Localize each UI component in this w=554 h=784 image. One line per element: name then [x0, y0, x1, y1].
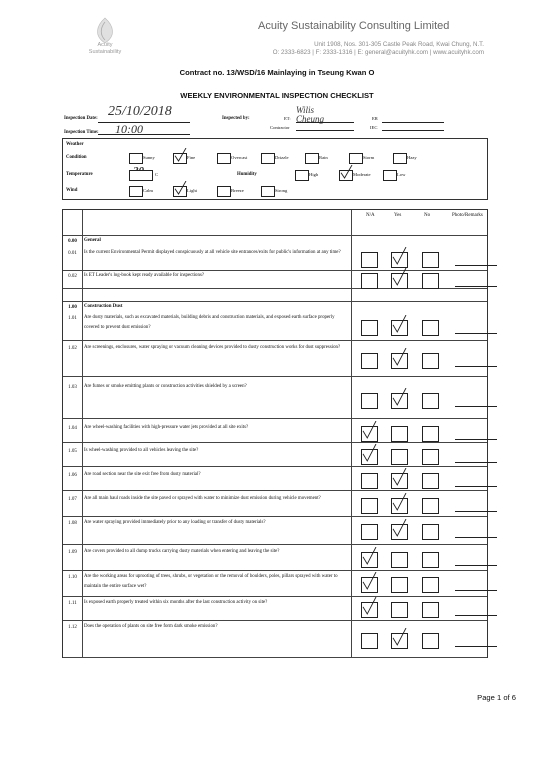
- question-text: Is wheel-washing provided to all vehicles leaving the site?: [84, 448, 199, 453]
- inspection-date-value[interactable]: 25/10/2018: [108, 104, 172, 119]
- answer-yes-checkbox[interactable]: [391, 393, 408, 409]
- col-na-header: N/A: [366, 213, 375, 218]
- row-divider: [63, 340, 487, 341]
- answer-yes-checkbox[interactable]: [391, 577, 408, 593]
- answer-no-checkbox[interactable]: [422, 273, 439, 289]
- inspection-time-label: Inspection Time:: [64, 130, 99, 135]
- col-no-header: No: [424, 213, 431, 218]
- row-number: 1.11: [68, 601, 77, 606]
- inspection-date-label: Inspection Date:: [64, 116, 98, 121]
- contact-line: O: 2333-6823 | F: 2333-1316 | E: general@acuityhk.com | www.acuityhk.com: [272, 49, 484, 56]
- remarks-field[interactable]: [455, 565, 497, 566]
- answer-na-checkbox[interactable]: [361, 252, 378, 268]
- answer-no-checkbox[interactable]: [422, 252, 439, 268]
- logo-subtext: Sustainability: [88, 49, 122, 55]
- answer-na-checkbox[interactable]: [361, 320, 378, 336]
- section-heading: Construction Dust: [84, 304, 123, 309]
- section-divider: [63, 301, 487, 302]
- answer-na-checkbox[interactable]: [361, 393, 378, 409]
- row-number: 0.00: [68, 239, 77, 244]
- answer-no-checkbox[interactable]: [422, 524, 439, 540]
- answer-na-checkbox[interactable]: [361, 426, 378, 442]
- question-text: Are covers provided to all dump trucks carrying dusty materials when entering and leaving the site?: [84, 549, 280, 554]
- question-text: Are wheel-washing facilities with high-pressure water jets provided at all site exits?: [84, 425, 249, 430]
- answer-na-checkbox[interactable]: [361, 524, 378, 540]
- answer-yes-checkbox[interactable]: [391, 602, 408, 618]
- wind-calm-checkbox[interactable]: [129, 186, 143, 197]
- row-divider: [63, 620, 487, 621]
- inspected-by-label: Inspected by:: [222, 116, 250, 121]
- remarks-field[interactable]: [455, 511, 497, 512]
- humidity-low-label: Low: [397, 172, 406, 177]
- humidity-high-checkbox[interactable]: [295, 170, 309, 181]
- condition-storm-label: Storm: [363, 155, 375, 160]
- answer-no-checkbox[interactable]: [422, 577, 439, 593]
- remarks-field[interactable]: [455, 333, 497, 334]
- answer-no-checkbox[interactable]: [422, 393, 439, 409]
- answer-yes-checkbox[interactable]: [391, 353, 408, 369]
- contract-title: Contract no. 13/WSD/16 Mainlaying in Tseung Kwan O: [179, 68, 375, 77]
- condition-rain-checkbox[interactable]: [305, 153, 319, 164]
- row-number: 1.12: [68, 625, 77, 630]
- condition-hazy-checkbox[interactable]: [393, 153, 407, 164]
- wind-strong-label: Strong: [275, 188, 288, 193]
- row-number: 1.03: [68, 385, 77, 390]
- checklist-table: [62, 209, 488, 658]
- condition-fine-label: Fine: [187, 155, 196, 160]
- question-text: Are water spraying provided immediately prior to any loading or transfer of dusty materials?: [84, 520, 266, 525]
- remarks-field[interactable]: [455, 486, 497, 487]
- question-text: Is ET Leader's log-book kept ready available for inspections?: [84, 273, 205, 278]
- row-number: 1.10: [68, 575, 77, 580]
- condition-storm-checkbox[interactable]: [349, 153, 363, 164]
- answer-yes-checkbox[interactable]: [391, 552, 408, 568]
- time-underline: [98, 134, 190, 135]
- date-underline: [98, 122, 190, 123]
- answer-na-checkbox[interactable]: [361, 552, 378, 568]
- col-remarks-header: Photo/Remarks: [452, 213, 483, 218]
- row-divider: [63, 442, 487, 443]
- question-text: Are screenings, enclosures, water spraying or vacuum cleaning devices provided to dusty construction works for dust suppression?: [84, 345, 341, 350]
- row-number: 1.04: [68, 426, 77, 431]
- answer-yes-checkbox[interactable]: [391, 252, 408, 268]
- condition-overcast-checkbox[interactable]: [217, 153, 231, 164]
- question-text: Is the current Environmental Permit displayed conspicuously at all vehicle site entrances/exits for public's information at any time?: [84, 250, 341, 255]
- temperature-label: Temperature: [66, 172, 93, 177]
- answer-yes-checkbox[interactable]: [391, 273, 408, 289]
- row-number: 1.00: [68, 305, 77, 310]
- answer-no-checkbox[interactable]: [422, 353, 439, 369]
- row-number: 1.06: [68, 473, 77, 478]
- temperature-box: [129, 170, 153, 181]
- col-yes-header: Yes: [394, 213, 402, 218]
- question-text: Are fumes or smoke emitting plants or construction activities shielded by a screen?: [84, 384, 247, 389]
- weather-heading: Weather: [66, 142, 84, 147]
- question-text: Are road section near the site exit free from dusty material?: [84, 472, 201, 477]
- wind-breeze-label: Breeze: [231, 188, 244, 193]
- answer-no-checkbox[interactable]: [422, 633, 439, 649]
- humidity-moderate-checkbox[interactable]: [339, 170, 353, 181]
- humidity-label: Humidity: [237, 172, 257, 177]
- num-col-divider: [82, 210, 83, 657]
- wind-light-checkbox[interactable]: [173, 186, 187, 197]
- row-number: 1.02: [68, 346, 77, 351]
- wind-light-label: Light: [187, 188, 197, 193]
- remarks-field[interactable]: [455, 439, 497, 440]
- answer-na-checkbox[interactable]: [361, 449, 378, 465]
- company-address: [272, 41, 484, 57]
- row-number: 1.09: [68, 550, 77, 555]
- et-label: ET:: [284, 116, 291, 121]
- answer-na-checkbox[interactable]: [361, 273, 378, 289]
- row-divider: [63, 544, 487, 545]
- answer-yes-checkbox[interactable]: [391, 320, 408, 336]
- answer-yes-checkbox[interactable]: [391, 473, 408, 489]
- checklist-title: WEEKLY ENVIRONMENTAL INSPECTION CHECKLIST: [180, 91, 374, 100]
- inspection-time-value[interactable]: 10:00: [115, 122, 143, 136]
- question-text: Are all main haul roads inside the site paved or sprayed with water to minimize dust emission during vehicle movement?: [84, 496, 321, 501]
- wind-label: Wind: [66, 188, 78, 193]
- condition-label: Condition: [66, 155, 87, 160]
- answer-na-checkbox[interactable]: [361, 633, 378, 649]
- condition-drizzle-checkbox[interactable]: [261, 153, 275, 164]
- et-underline: [296, 122, 354, 123]
- wind-breeze-checkbox[interactable]: [217, 186, 231, 197]
- temperature-unit: C: [155, 172, 159, 177]
- remarks-field[interactable]: [455, 406, 497, 407]
- row-divider: [63, 570, 487, 571]
- remarks-field[interactable]: [455, 286, 497, 287]
- condition-drizzle-label: Drizzle: [275, 155, 289, 160]
- row-divider: [63, 418, 487, 419]
- row-number: 1.08: [68, 521, 77, 526]
- answer-na-checkbox[interactable]: [361, 577, 378, 593]
- er-label: ER: [372, 116, 378, 121]
- row-divider: [63, 466, 487, 467]
- humidity-low-checkbox[interactable]: [383, 170, 397, 181]
- answer-na-checkbox[interactable]: [361, 353, 378, 369]
- answer-no-checkbox[interactable]: [422, 473, 439, 489]
- humidity-moderate-label: Moderate: [353, 172, 371, 177]
- question-text: Are the working areas for uprooting of trees, shrubs, or vegetation or the removal of boulders, poles, pillars sprayed with water to maintain the entire surface wet?: [84, 574, 338, 589]
- condition-overcast-label: Overcast: [231, 155, 248, 160]
- question-text: Are dusty materials, such as excavated materials, building debris and construction materials, and exposed earth surface properly covered to prevent dust emission?: [84, 315, 335, 330]
- row-divider: [63, 596, 487, 597]
- remarks-field[interactable]: [455, 615, 497, 616]
- answer-no-checkbox[interactable]: [422, 498, 439, 514]
- row-number: 1.01: [68, 316, 77, 321]
- remarks-field[interactable]: [455, 366, 497, 367]
- answer-no-checkbox[interactable]: [422, 449, 439, 465]
- answer-na-checkbox[interactable]: [361, 498, 378, 514]
- answer-yes-checkbox[interactable]: [391, 498, 408, 514]
- remarks-field[interactable]: [455, 590, 497, 591]
- answer-no-checkbox[interactable]: [422, 320, 439, 336]
- er-underline: [382, 122, 444, 123]
- condition-fine-checkbox[interactable]: [173, 153, 187, 164]
- et-value[interactable]: Wilis Cheung: [296, 105, 324, 124]
- wind-calm-label: Calm: [143, 188, 153, 193]
- section-heading: General: [84, 238, 101, 243]
- humidity-high-label: High: [309, 172, 319, 177]
- row-divider: [63, 376, 487, 377]
- contractor-underline: [296, 130, 354, 131]
- row-divider: [63, 657, 487, 658]
- condition-sunny-checkbox[interactable]: [129, 153, 143, 164]
- wind-strong-checkbox[interactable]: [261, 186, 275, 197]
- row-number: 0.01: [68, 251, 77, 256]
- condition-hazy-label: Hazy: [407, 155, 417, 160]
- condition-rain-label: Rain: [319, 155, 328, 160]
- iec-underline: [382, 130, 444, 131]
- answer-yes-checkbox[interactable]: [391, 633, 408, 649]
- answer-yes-checkbox[interactable]: [391, 426, 408, 442]
- question-text: Does the operation of plants on site free form dark smoke emission?: [84, 624, 218, 629]
- logo-text: [72, 42, 138, 56]
- question-text: Is exposed earth properly treated within six months after the last construction activity on site?: [84, 600, 268, 605]
- row-divider: [63, 490, 487, 491]
- answer-no-checkbox[interactable]: [422, 426, 439, 442]
- condition-sunny-label: Sunny: [143, 155, 155, 160]
- row-divider: [63, 516, 487, 517]
- address-line: Unit 1908, Nos. 301-305 Castle Peak Road, Kwai Chung, N.T.: [314, 41, 484, 48]
- remarks-field[interactable]: [455, 462, 497, 463]
- remarks-field[interactable]: [455, 646, 497, 647]
- answer-no-checkbox[interactable]: [422, 552, 439, 568]
- row-number: 0.02: [68, 274, 77, 279]
- contractor-label: Contractor: [270, 125, 290, 130]
- remarks-field[interactable]: [455, 537, 497, 538]
- row-number: 1.07: [68, 497, 77, 502]
- row-number: 1.05: [68, 449, 77, 454]
- logo-name: Acuity: [97, 42, 113, 48]
- answer-na-checkbox[interactable]: [361, 473, 378, 489]
- answer-yes-checkbox[interactable]: [391, 524, 408, 540]
- answer-no-checkbox[interactable]: [422, 602, 439, 618]
- company-name: Acuity Sustainability Consulting Limited: [258, 20, 450, 32]
- text-col-divider: [351, 210, 352, 657]
- iec-label: IEC: [370, 125, 378, 130]
- remarks-field[interactable]: [455, 265, 497, 266]
- page-number: Page 1 of 6: [477, 693, 516, 702]
- weather-section: [62, 138, 488, 200]
- answer-na-checkbox[interactable]: [361, 602, 378, 618]
- answer-yes-checkbox[interactable]: [391, 449, 408, 465]
